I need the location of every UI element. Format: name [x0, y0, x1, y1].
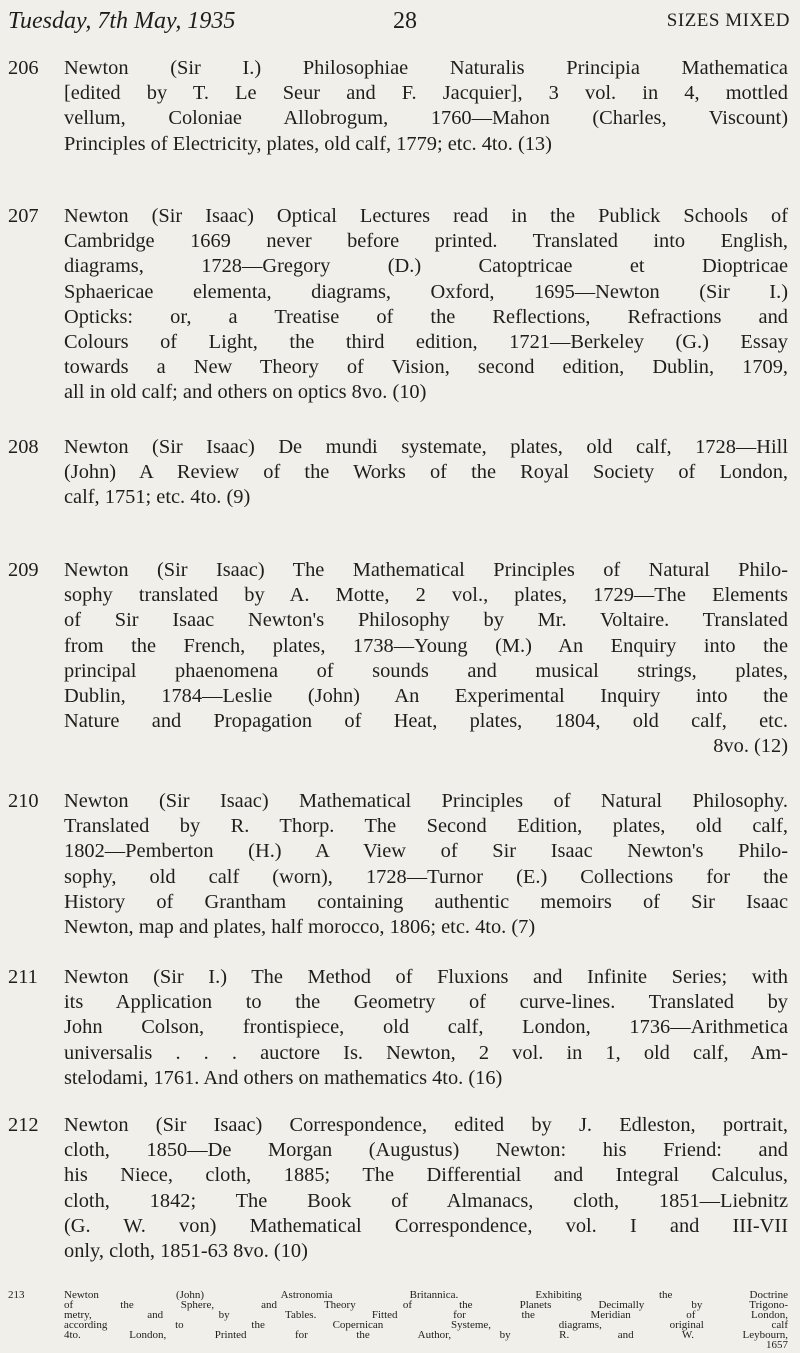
lot-text-line: [edited by T. Le Seur and F. Jacquier], 3 vol. in 4, mottled [64, 82, 788, 105]
lot-text-line: according to the Copernican Systeme, diagrams, original calf [64, 1319, 788, 1331]
lot-text-line: Newton (Sir Isaac) The Mathematical Principles of Natural Philo- [64, 559, 788, 581]
lot-text-line: all in old calf; and others on optics 8vo. (10) [64, 381, 427, 404]
lot-number: 208 [8, 436, 39, 458]
lot-text-line: universalis . . . auctore Is. Newton, 2 vol. in 1, old calf, Am- [64, 1041, 788, 1064]
lot-text-line: Principles of Electricity, plates, old calf, 1779; etc. 4to. (13) [64, 132, 552, 155]
lot-entry-208 [8, 435, 788, 511]
lot-text-line: 4to. London, Printed for the Author, by R. and W. Leybourn, [64, 1329, 788, 1341]
lot-text-line: Newton (Sir I.) The Method of Fluxions and Infinite Series; with [64, 966, 788, 988]
lot-text-line: (G. W. von) Mathematical Correspondence, vol. I and III-VII [64, 1214, 788, 1237]
lot-text-line: its Application to the Geometry of curve-lines. Translated by [64, 991, 788, 1014]
lot-text-line: metry, and by Tables. Fitted for the Meridian of London, [64, 1309, 788, 1321]
lot-text-line: towards a New Theory of Vision, second edition, Dublin, 1709, [64, 356, 788, 379]
section-title: SIZES MIXED [666, 10, 790, 31]
lot-text-line: Translated by R. Thorp. The Second Edition, plates, old calf, [64, 815, 788, 838]
lot-entry-213 [8, 1290, 788, 1350]
lot-entry-212 [8, 1113, 788, 1264]
lot-text-line: Newton (Sir I.) Philosophiae Naturalis Principia Mathematica [64, 57, 788, 79]
lot-number: 213 [8, 1289, 25, 1301]
lot-text-line: sophy translated by A. Motte, 2 vol., plates, 1729—The Elements [64, 584, 788, 607]
lot-text-line: from the French, plates, 1738—Young (M.) An Enquiry into the [64, 634, 788, 657]
lot-number: 211 [8, 966, 38, 988]
lot-format-count: 8vo. (12) [713, 735, 788, 758]
lot-text-line: Nature and Propagation of Heat, plates, 1804, old calf, etc. [64, 710, 788, 733]
lot-text-line: Colours of Light, the third edition, 1721—Berkeley (G.) Essay [64, 331, 788, 354]
lot-text-line: Newton (Sir Isaac) Mathematical Principles of Natural Philosophy. [64, 790, 788, 812]
lot-text-line: diagrams, 1728—Gregory (D.) Catoptricae et Dioptricae [64, 255, 788, 278]
lot-text-line: sophy, old calf (worn), 1728—Turnor (E.) Collections for the [64, 865, 788, 888]
lot-entry-206 [8, 56, 788, 157]
lot-text-line: of Sir Isaac Newton's Philosophy by Mr. Voltaire. Translated [64, 609, 788, 632]
lot-entry-211 [8, 965, 788, 1091]
lot-text-line: Sphaericae elementa, diagrams, Oxford, 1695—Newton (Sir I.) [64, 280, 788, 303]
lot-text-line: John Colson, frontispiece, old calf, London, 1736—Arithmetica [64, 1016, 788, 1039]
lot-entry-210 [8, 789, 788, 940]
lot-text-line: Newton, map and plates, half morocco, 1806; etc. 4to. (7) [64, 916, 536, 939]
lot-text-line: only, cloth, 1851-63 8vo. (10) [64, 1240, 308, 1263]
lot-number: 212 [8, 1114, 39, 1136]
lot-text-line: principal phaenomena of sounds and musical strings, plates, [64, 659, 788, 682]
lot-text-line: cloth, 1850—De Morgan (Augustus) Newton: his Friend: and [64, 1139, 788, 1162]
lot-entry-209 [8, 558, 788, 760]
lot-number: 209 [8, 559, 39, 581]
lot-text-line: of the Sphere, and Theory of the Planets Decimally by Trigono- [64, 1299, 788, 1311]
page-number: 28 [393, 8, 417, 34]
sale-date: Tuesday, 7th May, 1935 [8, 8, 236, 34]
lot-text-line: (John) A Review of the Works of the Royal Society of London, [64, 461, 788, 484]
lot-text-line: Newton (Sir Isaac) Correspondence, edited by J. Edleston, portrait, [64, 1114, 788, 1136]
lot-text-line: Cambridge 1669 never before printed. Translated into English, [64, 230, 788, 253]
lot-text-line: cloth, 1842; The Book of Almanacs, cloth, 1851—Liebnitz [64, 1189, 788, 1212]
page-header [8, 6, 790, 36]
lot-text-line: Newton (Sir Isaac) De mundi systemate, plates, old calf, 1728—Hill [64, 436, 788, 458]
lot-text-line: Opticks: or, a Treatise of the Reflections, Refractions and [64, 305, 788, 328]
lot-text-line: stelodami, 1761. And others on mathematics 4to. (16) [64, 1066, 503, 1089]
lot-text-line: Newton (John) Astronomia Britannica. Exhibiting the Doctrine [64, 1289, 788, 1301]
lot-text-line: 1802—Pemberton (H.) A View of Sir Isaac Newton's Philo- [64, 840, 788, 863]
lot-text-line: 1657 [766, 1339, 788, 1351]
lot-entry-207 [8, 204, 788, 406]
lot-text-line: vellum, Coloniae Allobrogum, 1760—Mahon (Charles, Viscount) [64, 107, 788, 130]
lot-number: 210 [8, 790, 39, 812]
lot-text-line: Newton (Sir Isaac) Optical Lectures read in the Publick Schools of [64, 205, 788, 227]
lot-text-line: Dublin, 1784—Leslie (John) An Experimental Inquiry into the [64, 685, 788, 708]
lot-text-line: his Niece, cloth, 1885; The Differential and Integral Calculus, [64, 1164, 788, 1187]
lot-text-line: History of Grantham containing authentic memoirs of Sir Isaac [64, 890, 788, 913]
lot-number: 206 [8, 57, 39, 79]
lot-number: 207 [8, 205, 39, 227]
lot-text-line: calf, 1751; etc. 4to. (9) [64, 486, 251, 509]
